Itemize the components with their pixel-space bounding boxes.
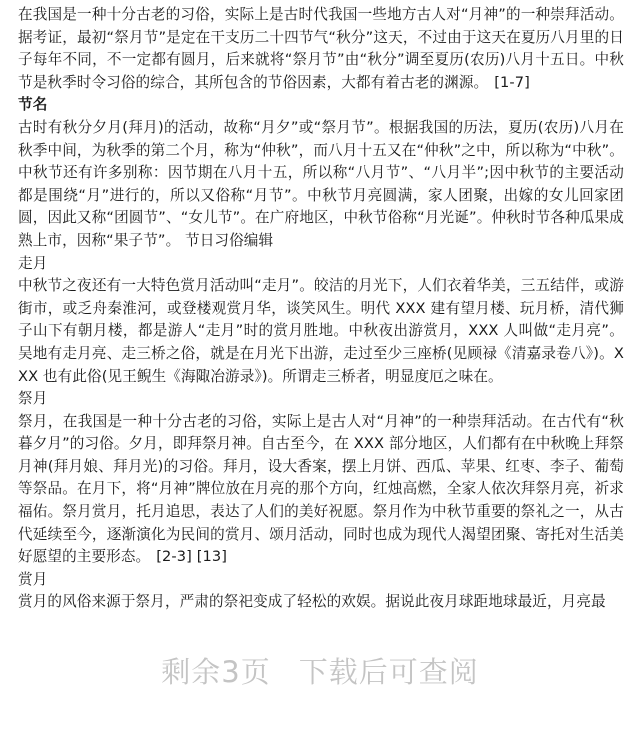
intro-citation[interactable]: [1-7] — [494, 73, 530, 91]
section-heading-zouyue: 走月 — [18, 254, 48, 272]
download-prompt[interactable] — [0, 650, 640, 691]
jiyue-paragraph — [18, 411, 624, 569]
remaining-pages-label: 剩余3页 — [161, 655, 271, 689]
download-to-view-label: 下载后可查阅 — [298, 655, 479, 689]
section-heading-shangyue: 赏月 — [18, 570, 48, 588]
intro-text: 在我国是一种十分古老的习俗，实际上是古时代我国一些地方古人对“月神”的一种崇拜活动。据考证，最初“祭月节”是定在干支历二十四节气“秋分”这天，不过由于这天在夏历八月里的日子每年不同，不一定都有圆月，后来就将“祭月节”由“秋分”调至夏历(农历)八月十五日。中秋节是秋季时令习俗的综合，其所包含的节俗因素，大都有着古老的渊源。 — [18, 6, 624, 91]
document-page — [18, 4, 624, 614]
jiyue-text: 祭月，在我国是一种十分古老的习俗，实际上是古人对“月神”的一种崇拜活动。在古代有“秋暮夕月”的习俗。夕月，即拜祭月神。自古至今，在 XXX 部分地区，人们都有在中秋晚上拜祭月神(拜月娘、拜月光)的习俗。拜月，设大香案，摆上月饼、西瓜、苹果、红枣、李子、葡萄等祭品。在月下，将“月神”牌位放在月亮的那个方向，红烛高燃，全家人依次拜祭月亮，祈求福佑。祭月赏月，托月追思，表达了人们的美好祝愿。祭月作为中秋节重要的祭礼之一，从古代延续至今，逐渐演化为民间的赏月、颂月活动，同时也成为现代人渴望团聚、寄托对生活美好愿望的主要形态。 — [18, 412, 624, 566]
section-heading-jiyue: 祭月 — [18, 390, 48, 408]
naming-paragraph: 古时有秋分夕月(拜月)的活动，故称“月夕”或“祭月节”。根据我国的历法，夏历(农历)八月在秋季中间，为秋季的第二个月，称为“仲秋”，而八月十五又在“仲秋”之中，所以称为“中秋”。中秋节还有许多别称：因节期在八月十五，所以称“八月节”、“八月半”;因中秋节的主要活动都是围绕“月”进行的，所以又俗称“月节”。中秋节月亮圆满，家人团聚，出嫁的女儿回家团圆，因此又称“团圆节”、“女儿节”。在广府地区，中秋节俗称“月光诞”。仲秋时节各种瓜果成熟上市，因称“果子节”。 节日习俗编辑 — [18, 118, 624, 249]
jiyue-citation[interactable]: [2-3] [13] — [156, 548, 228, 566]
intro-paragraph — [18, 4, 624, 94]
shangyue-paragraph: 赏月的风俗来源于祭月，严肃的祭祀变成了轻松的欢娱。据说此夜月球距地球最近，月亮最 — [18, 593, 606, 611]
zouyue-paragraph: 中秋节之夜还有一大特色赏月活动叫“走月”。皎洁的月光下，人们衣着华美，三五结伴，或游街市，或乏舟秦淮河，或登楼观赏月华，谈笑风生。明代 XXX 建有望月楼、玩月桥，清代狮子山下有朝月楼，都是游人“走月”时的赏月胜地。中秋夜出游赏月，XXX 人叫做“走月亮”。吴地有走月亮、走三桥之俗，就是在月光下出游，走过至少三座桥(见顾禄《清嘉录卷八》)。XXX 也有此俗(见王鲵生《海陬冶游录》)。所谓走三桥者，明显度厄之味在。 — [18, 277, 624, 385]
section-heading-naming: 节名 — [18, 96, 48, 114]
